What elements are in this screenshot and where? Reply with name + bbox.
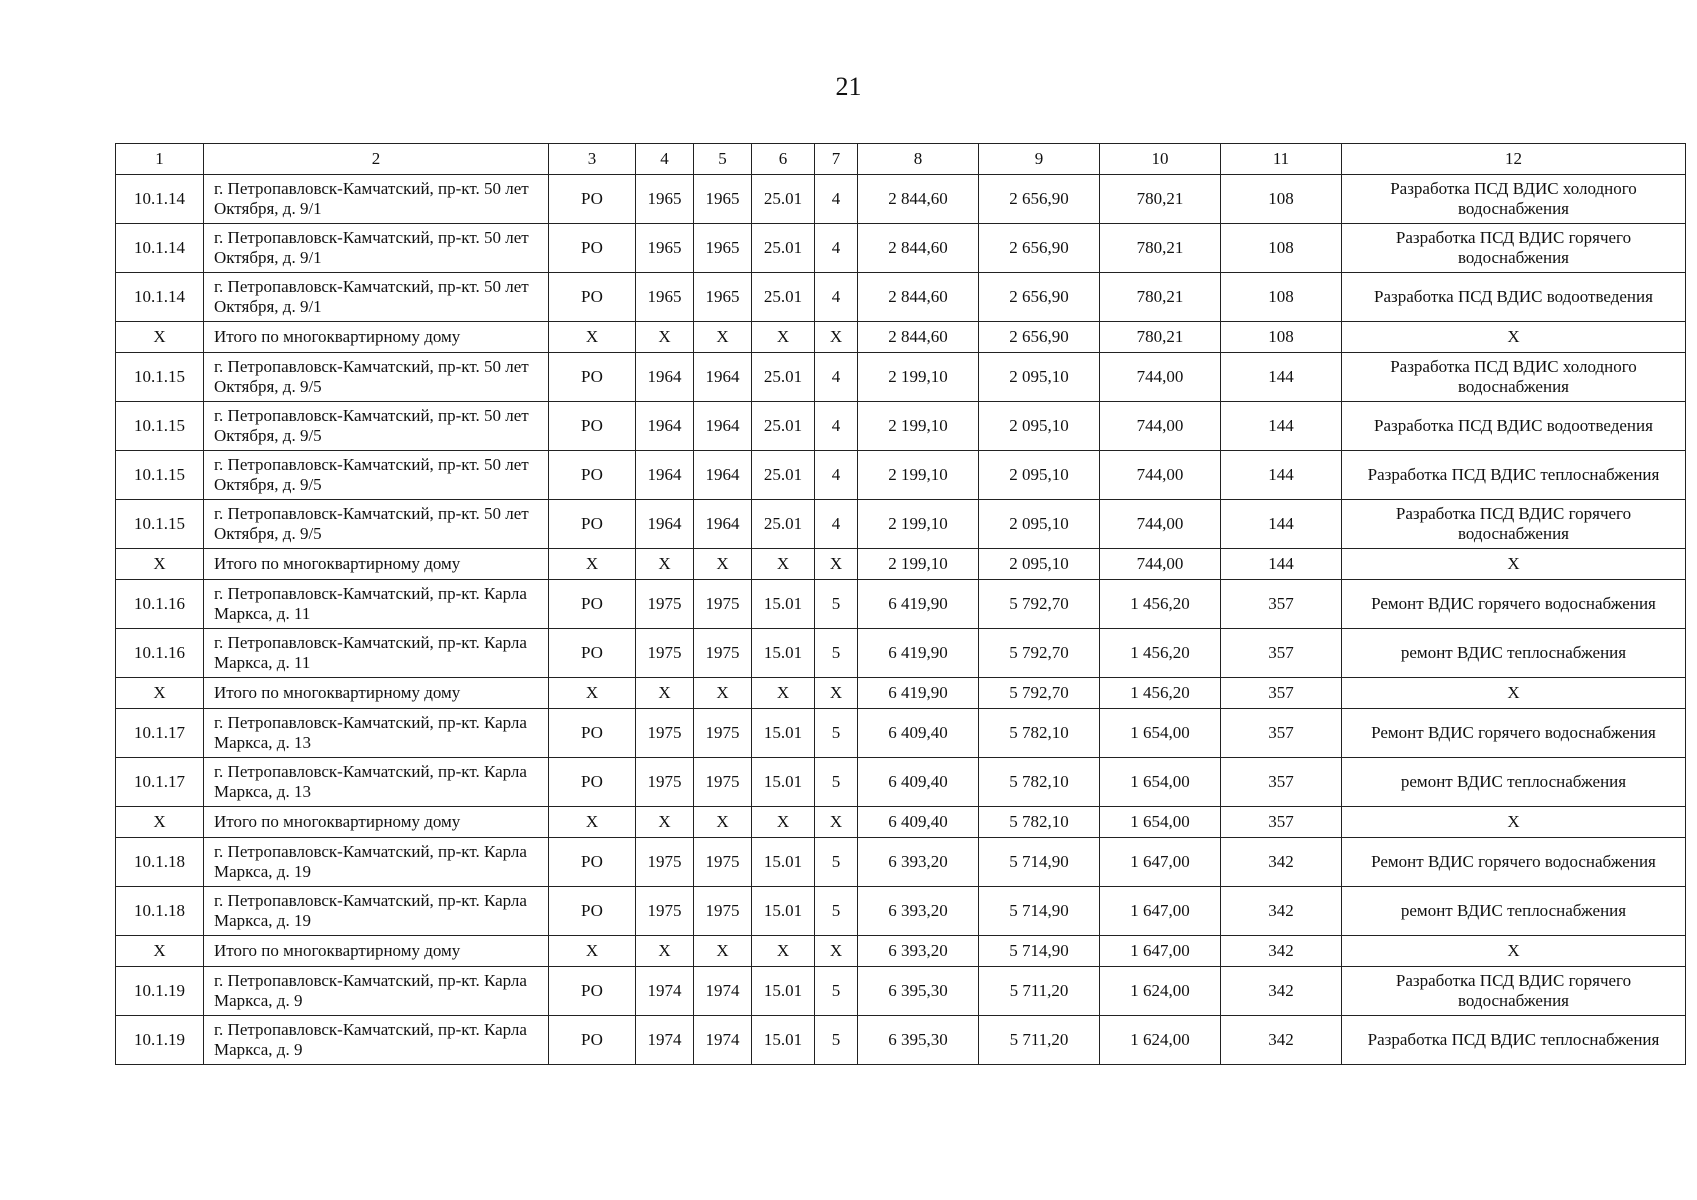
total-area-cell: 6 419,90 [858,678,979,709]
total-area-cell: 2 199,10 [858,500,979,549]
nonresidential-area-cell: 1 647,00 [1100,838,1221,887]
nonresidential-area-cell: 1 624,00 [1100,967,1221,1016]
nonresidential-area-cell: 744,00 [1100,451,1221,500]
residential-area-cell: 5 792,70 [979,580,1100,629]
year-commissioned-cell: 1964 [694,402,752,451]
year-commissioned-cell: Х [694,322,752,353]
table-body [116,175,1686,1065]
residential-area-cell: 5 782,10 [979,709,1100,758]
year-built-cell: 1975 [636,838,694,887]
work-type-cell: Разработка ПСД ВДИС горячего водоснабжения [1342,967,1686,1016]
address-cell: г. Петропавловск-Камчатский, пр-кт. 50 лет Октября, д. 9/5 [204,353,549,402]
residents-cell: 108 [1221,224,1342,273]
item-number-cell: Х [116,549,204,580]
work-type-cell: Х [1342,322,1686,353]
wall-material-cell: 25.01 [752,273,815,322]
floors-cell: 4 [815,353,858,402]
total-area-cell: 6 393,20 [858,936,979,967]
year-built-cell: Х [636,807,694,838]
wall-material-cell: 15.01 [752,887,815,936]
table-row [116,758,1686,807]
page-number: 21 [835,72,862,101]
floors-cell: 4 [815,500,858,549]
year-built-cell: 1964 [636,353,694,402]
residential-area-cell: 5 711,20 [979,1016,1100,1065]
work-type-cell: Ремонт ВДИС горячего водоснабжения [1342,709,1686,758]
total-area-cell: 6 409,40 [858,758,979,807]
year-commissioned-cell: 1964 [694,451,752,500]
column-header: 6 [752,144,815,175]
residents-cell: 108 [1221,322,1342,353]
year-built-cell: 1975 [636,887,694,936]
item-number-cell: Х [116,322,204,353]
nonresidential-area-cell: 744,00 [1100,353,1221,402]
year-built-cell: 1974 [636,967,694,1016]
floors-cell: 4 [815,224,858,273]
total-area-cell: 6 393,20 [858,887,979,936]
type-code-cell: РО [549,273,636,322]
nonresidential-area-cell: 744,00 [1100,402,1221,451]
wall-material-cell: Х [752,807,815,838]
table-row [116,402,1686,451]
total-area-cell: 2 844,60 [858,322,979,353]
year-built-cell: 1964 [636,451,694,500]
nonresidential-area-cell: 744,00 [1100,500,1221,549]
residents-cell: 357 [1221,807,1342,838]
column-header: 7 [815,144,858,175]
table-row [116,1016,1686,1065]
total-area-cell: 2 199,10 [858,549,979,580]
work-type-cell: Разработка ПСД ВДИС водоотведения [1342,273,1686,322]
type-code-cell: РО [549,629,636,678]
residents-cell: 342 [1221,967,1342,1016]
residents-cell: 342 [1221,1016,1342,1065]
table-row [116,967,1686,1016]
table-row [116,175,1686,224]
address-cell: г. Петропавловск-Камчатский, пр-кт. 50 лет Октября, д. 9/1 [204,273,549,322]
wall-material-cell: 25.01 [752,451,815,500]
floors-cell: 5 [815,629,858,678]
column-header: 11 [1221,144,1342,175]
item-number-cell: Х [116,807,204,838]
item-number-cell: 10.1.17 [116,709,204,758]
year-built-cell: 1975 [636,709,694,758]
address-cell: Итого по многоквартирному дому [204,678,549,709]
residents-cell: 342 [1221,887,1342,936]
year-built-cell: 1975 [636,580,694,629]
total-area-cell: 6 409,40 [858,807,979,838]
work-type-cell: ремонт ВДИС теплоснабжения [1342,758,1686,807]
wall-material-cell: 15.01 [752,838,815,887]
type-code-cell: РО [549,887,636,936]
floors-cell: 4 [815,175,858,224]
floors-cell: Х [815,549,858,580]
address-cell: г. Петропавловск-Камчатский, пр-кт. Карла Маркса, д. 11 [204,580,549,629]
total-area-cell: 2 199,10 [858,402,979,451]
column-number-row [116,144,1686,175]
work-type-cell: Х [1342,936,1686,967]
year-commissioned-cell: 1965 [694,224,752,273]
work-type-cell: Разработка ПСД ВДИС холодного водоснабжения [1342,175,1686,224]
residential-area-cell: 2 656,90 [979,175,1100,224]
item-number-cell: 10.1.16 [116,629,204,678]
total-area-cell: 6 409,40 [858,709,979,758]
year-commissioned-cell: 1975 [694,580,752,629]
floors-cell: Х [815,807,858,838]
residential-area-cell: 5 792,70 [979,678,1100,709]
floors-cell: 5 [815,709,858,758]
type-code-cell: РО [549,758,636,807]
total-area-cell: 2 844,60 [858,175,979,224]
residents-cell: 144 [1221,353,1342,402]
address-cell: Итого по многоквартирному дому [204,549,549,580]
year-built-cell: 1965 [636,175,694,224]
item-number-cell: 10.1.16 [116,580,204,629]
column-header: 1 [116,144,204,175]
address-cell: г. Петропавловск-Камчатский, пр-кт. 50 лет Октября, д. 9/5 [204,402,549,451]
year-commissioned-cell: 1974 [694,967,752,1016]
total-area-cell: 2 199,10 [858,451,979,500]
floors-cell: 5 [815,758,858,807]
nonresidential-area-cell: 1 456,20 [1100,580,1221,629]
residential-area-cell: 5 782,10 [979,807,1100,838]
column-header: 9 [979,144,1100,175]
residential-area-cell: 2 656,90 [979,224,1100,273]
floors-cell: 4 [815,273,858,322]
wall-material-cell: 25.01 [752,500,815,549]
year-commissioned-cell: 1974 [694,1016,752,1065]
column-header: 2 [204,144,549,175]
wall-material-cell: 15.01 [752,758,815,807]
year-commissioned-cell: 1975 [694,629,752,678]
total-area-cell: 2 844,60 [858,273,979,322]
work-type-cell: Х [1342,678,1686,709]
work-type-cell: ремонт ВДИС теплоснабжения [1342,887,1686,936]
wall-material-cell: 25.01 [752,175,815,224]
residents-cell: 144 [1221,549,1342,580]
floors-cell: 5 [815,887,858,936]
wall-material-cell: 25.01 [752,224,815,273]
work-type-cell: Х [1342,807,1686,838]
work-type-cell: Разработка ПСД ВДИС горячего водоснабжения [1342,500,1686,549]
type-code-cell: РО [549,838,636,887]
total-area-cell: 6 393,20 [858,838,979,887]
year-commissioned-cell: 1965 [694,273,752,322]
column-header: 4 [636,144,694,175]
work-type-cell: Х [1342,549,1686,580]
item-number-cell: 10.1.14 [116,175,204,224]
type-code-cell: Х [549,549,636,580]
year-commissioned-cell: 1975 [694,887,752,936]
floors-cell: 5 [815,1016,858,1065]
wall-material-cell: Х [752,936,815,967]
work-type-cell: Ремонт ВДИС горячего водоснабжения [1342,580,1686,629]
type-code-cell: РО [549,1016,636,1065]
residential-area-cell: 5 792,70 [979,629,1100,678]
address-cell: г. Петропавловск-Камчатский, пр-кт. Карла Маркса, д. 13 [204,758,549,807]
address-cell: Итого по многоквартирному дому [204,807,549,838]
nonresidential-area-cell: 1 456,20 [1100,678,1221,709]
item-number-cell: 10.1.15 [116,451,204,500]
column-header: 8 [858,144,979,175]
work-type-cell: Разработка ПСД ВДИС водоотведения [1342,402,1686,451]
column-header: 12 [1342,144,1686,175]
item-number-cell: 10.1.15 [116,402,204,451]
column-header: 5 [694,144,752,175]
total-area-cell: 2 844,60 [858,224,979,273]
type-code-cell: РО [549,500,636,549]
residential-area-cell: 5 714,90 [979,936,1100,967]
type-code-cell: РО [549,451,636,500]
year-commissioned-cell: Х [694,936,752,967]
total-area-cell: 6 419,90 [858,580,979,629]
total-area-cell: 2 199,10 [858,353,979,402]
type-code-cell: РО [549,175,636,224]
nonresidential-area-cell: 1 654,00 [1100,807,1221,838]
residents-cell: 357 [1221,580,1342,629]
residential-area-cell: 5 714,90 [979,887,1100,936]
residential-area-cell: 2 656,90 [979,273,1100,322]
nonresidential-area-cell: 780,21 [1100,224,1221,273]
residential-area-cell: 2 095,10 [979,353,1100,402]
year-commissioned-cell: Х [694,678,752,709]
address-cell: г. Петропавловск-Камчатский, пр-кт. 50 лет Октября, д. 9/1 [204,175,549,224]
residents-cell: 108 [1221,175,1342,224]
year-commissioned-cell: 1964 [694,353,752,402]
residents-cell: 357 [1221,678,1342,709]
type-code-cell: РО [549,402,636,451]
year-commissioned-cell: Х [694,549,752,580]
subtotal-row [116,678,1686,709]
item-number-cell: 10.1.15 [116,500,204,549]
type-code-cell: РО [549,224,636,273]
work-type-cell: Разработка ПСД ВДИС теплоснабжения [1342,451,1686,500]
residential-area-cell: 2 095,10 [979,549,1100,580]
column-header: 10 [1100,144,1221,175]
address-cell: Итого по многоквартирному дому [204,322,549,353]
table-row [116,224,1686,273]
year-built-cell: 1964 [636,402,694,451]
wall-material-cell: 15.01 [752,580,815,629]
item-number-cell: 10.1.18 [116,887,204,936]
year-commissioned-cell: 1975 [694,838,752,887]
wall-material-cell: Х [752,678,815,709]
work-type-cell: Разработка ПСД ВДИС горячего водоснабжения [1342,224,1686,273]
item-number-cell: 10.1.19 [116,1016,204,1065]
work-type-cell: Разработка ПСД ВДИС холодного водоснабжения [1342,353,1686,402]
year-built-cell: Х [636,322,694,353]
nonresidential-area-cell: 1 647,00 [1100,936,1221,967]
item-number-cell: 10.1.17 [116,758,204,807]
year-built-cell: 1974 [636,1016,694,1065]
table-row [116,451,1686,500]
type-code-cell: РО [549,353,636,402]
residential-area-cell: 2 656,90 [979,322,1100,353]
residents-cell: 342 [1221,936,1342,967]
year-commissioned-cell: Х [694,807,752,838]
item-number-cell: 10.1.18 [116,838,204,887]
table-row [116,838,1686,887]
year-commissioned-cell: 1964 [694,500,752,549]
nonresidential-area-cell: 1 654,00 [1100,758,1221,807]
type-code-cell: Х [549,322,636,353]
residential-area-cell: 5 714,90 [979,838,1100,887]
residents-cell: 144 [1221,402,1342,451]
subtotal-row [116,322,1686,353]
wall-material-cell: 15.01 [752,967,815,1016]
type-code-cell: РО [549,967,636,1016]
wall-material-cell: 25.01 [752,402,815,451]
year-built-cell: Х [636,678,694,709]
residents-cell: 357 [1221,758,1342,807]
table-row [116,709,1686,758]
type-code-cell: РО [549,709,636,758]
item-number-cell: 10.1.15 [116,353,204,402]
table-row [116,629,1686,678]
residential-area-cell: 2 095,10 [979,402,1100,451]
address-cell: г. Петропавловск-Камчатский, пр-кт. Карла Маркса, д. 9 [204,967,549,1016]
residents-cell: 357 [1221,709,1342,758]
wall-material-cell: 15.01 [752,1016,815,1065]
column-header: 3 [549,144,636,175]
nonresidential-area-cell: 1 456,20 [1100,629,1221,678]
nonresidential-area-cell: 780,21 [1100,175,1221,224]
residential-area-cell: 2 095,10 [979,500,1100,549]
address-cell: г. Петропавловск-Камчатский, пр-кт. 50 лет Октября, д. 9/1 [204,224,549,273]
item-number-cell: 10.1.14 [116,224,204,273]
nonresidential-area-cell: 780,21 [1100,273,1221,322]
residents-cell: 144 [1221,500,1342,549]
type-code-cell: Х [549,936,636,967]
year-commissioned-cell: 1965 [694,175,752,224]
work-type-cell: Разработка ПСД ВДИС теплоснабжения [1342,1016,1686,1065]
nonresidential-area-cell: 744,00 [1100,549,1221,580]
address-cell: г. Петропавловск-Камчатский, пр-кт. 50 лет Октября, д. 9/5 [204,451,549,500]
subtotal-row [116,807,1686,838]
year-built-cell: 1964 [636,500,694,549]
floors-cell: 5 [815,838,858,887]
wall-material-cell: Х [752,549,815,580]
item-number-cell: 10.1.19 [116,967,204,1016]
residential-area-cell: 2 095,10 [979,451,1100,500]
floors-cell: 5 [815,967,858,1016]
work-type-cell: Ремонт ВДИС горячего водоснабжения [1342,838,1686,887]
year-built-cell: 1965 [636,224,694,273]
total-area-cell: 6 395,30 [858,1016,979,1065]
year-built-cell: Х [636,936,694,967]
address-cell: г. Петропавловск-Камчатский, пр-кт. Карла Маркса, д. 19 [204,887,549,936]
residents-cell: 108 [1221,273,1342,322]
work-type-cell: ремонт ВДИС теплоснабжения [1342,629,1686,678]
type-code-cell: Х [549,807,636,838]
floors-cell: 5 [815,580,858,629]
address-cell: г. Петропавловск-Камчатский, пр-кт. 50 лет Октября, д. 9/5 [204,500,549,549]
year-commissioned-cell: 1975 [694,709,752,758]
total-area-cell: 6 395,30 [858,967,979,1016]
table-row [116,887,1686,936]
floors-cell: 4 [815,402,858,451]
floors-cell: 4 [815,451,858,500]
type-code-cell: Х [549,678,636,709]
residential-area-cell: 5 782,10 [979,758,1100,807]
wall-material-cell: 15.01 [752,629,815,678]
table-row [116,273,1686,322]
year-built-cell: 1975 [636,629,694,678]
year-built-cell: Х [636,549,694,580]
residents-cell: 357 [1221,629,1342,678]
wall-material-cell: Х [752,322,815,353]
floors-cell: Х [815,678,858,709]
residents-cell: 342 [1221,838,1342,887]
table-row [116,500,1686,549]
year-built-cell: 1975 [636,758,694,807]
item-number-cell: Х [116,678,204,709]
residential-area-cell: 5 711,20 [979,967,1100,1016]
item-number-cell: 10.1.14 [116,273,204,322]
address-cell: г. Петропавловск-Камчатский, пр-кт. Карла Маркса, д. 13 [204,709,549,758]
address-cell: Итого по многоквартирному дому [204,936,549,967]
table-row [116,580,1686,629]
total-area-cell: 6 419,90 [858,629,979,678]
subtotal-row [116,936,1686,967]
address-cell: г. Петропавловск-Камчатский, пр-кт. Карла Маркса, д. 19 [204,838,549,887]
nonresidential-area-cell: 1 624,00 [1100,1016,1221,1065]
wall-material-cell: 15.01 [752,709,815,758]
item-number-cell: Х [116,936,204,967]
type-code-cell: РО [549,580,636,629]
table-row [116,353,1686,402]
nonresidential-area-cell: 1 654,00 [1100,709,1221,758]
address-cell: г. Петропавловск-Камчатский, пр-кт. Карла Маркса, д. 11 [204,629,549,678]
wall-material-cell: 25.01 [752,353,815,402]
subtotal-row [116,549,1686,580]
address-cell: г. Петропавловск-Камчатский, пр-кт. Карла Маркса, д. 9 [204,1016,549,1065]
residents-cell: 144 [1221,451,1342,500]
floors-cell: Х [815,936,858,967]
repair-program-table [115,143,1686,1065]
year-commissioned-cell: 1975 [694,758,752,807]
year-built-cell: 1965 [636,273,694,322]
floors-cell: Х [815,322,858,353]
nonresidential-area-cell: 780,21 [1100,322,1221,353]
nonresidential-area-cell: 1 647,00 [1100,887,1221,936]
